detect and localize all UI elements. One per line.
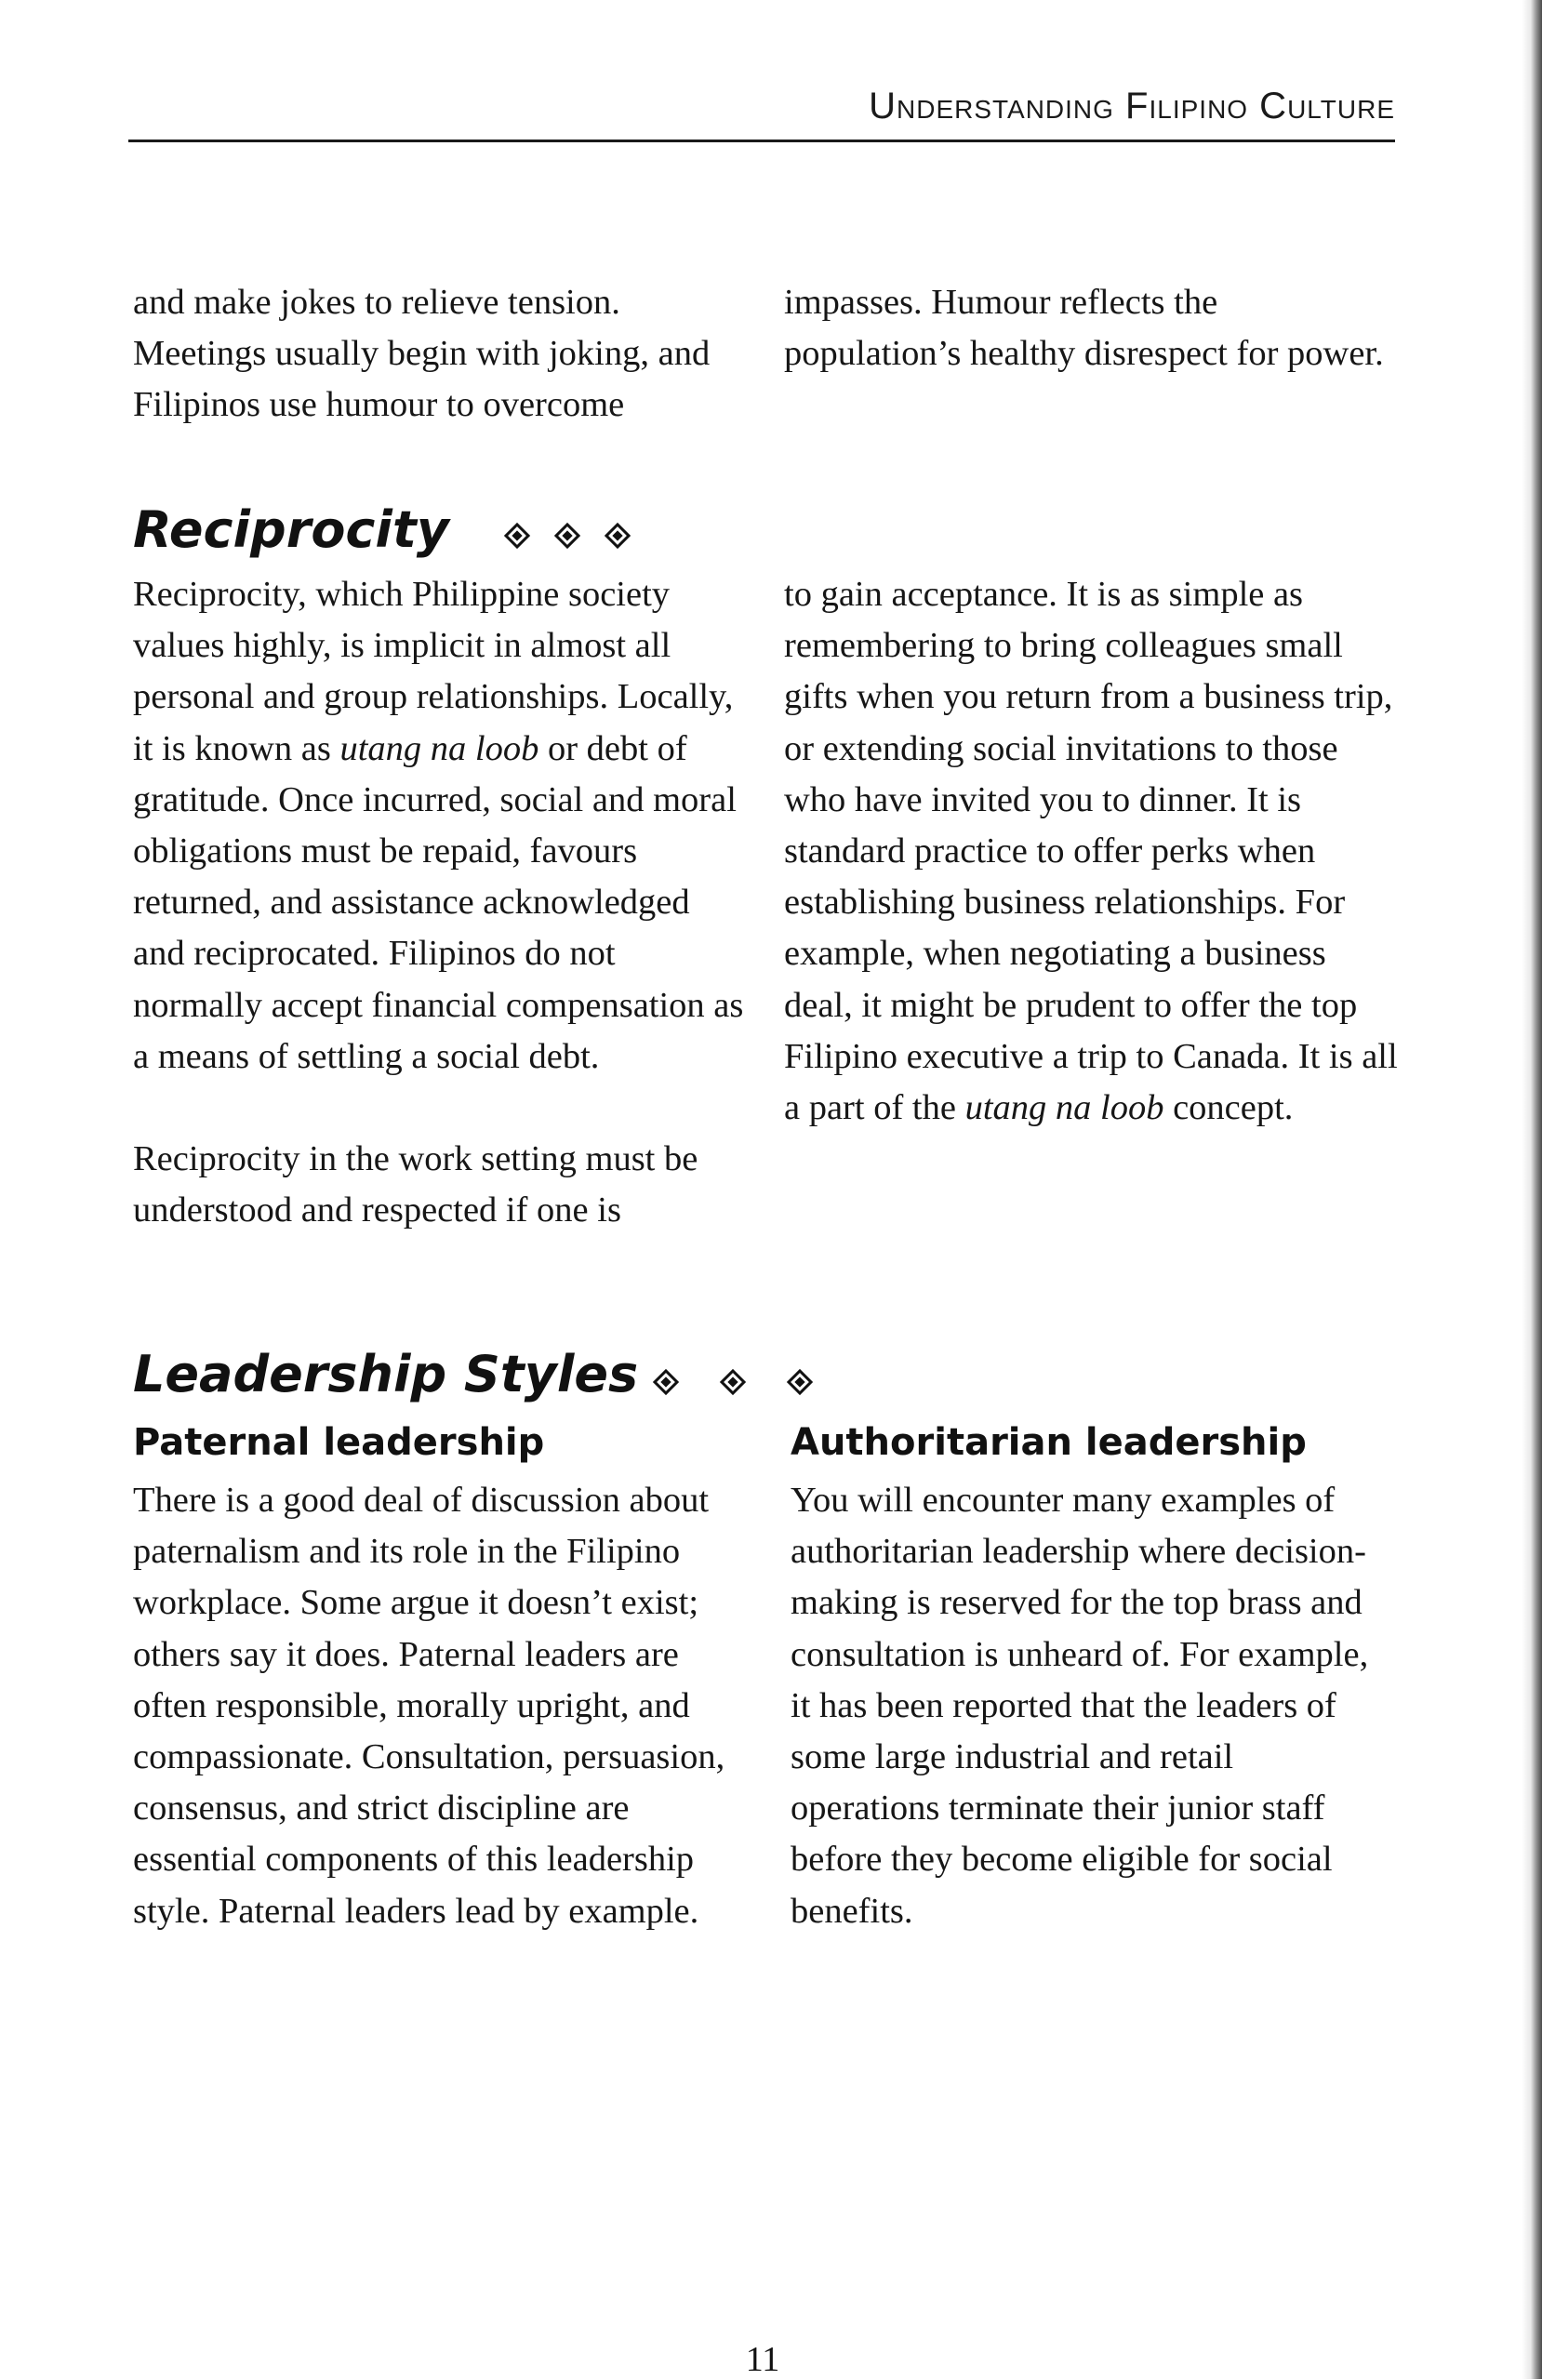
- intro-right-column: [784, 277, 1398, 379]
- reciprocity-title: Reciprocity: [133, 500, 449, 559]
- reciprocity-paragraph-2: Reciprocity in the work setting must be understood and respected if one is: [133, 1139, 698, 1230]
- intro-left-text: and make jokes to relieve tension. Meetings usually begin with joking, and Filipinos use humour to overcome: [133, 283, 711, 425]
- intro-left-column: [133, 277, 747, 432]
- term-utang-na-loob: utang na loob: [339, 728, 539, 768]
- diamond-ornament-icon: [554, 523, 580, 549]
- paternal-leadership-heading: Paternal leadership: [133, 1421, 545, 1464]
- reciprocity-left-column: [133, 569, 747, 1236]
- paternal-leadership-column: [133, 1475, 747, 1937]
- page-edge-shadow: [1522, 0, 1542, 2379]
- authoritarian-leadership-column: [791, 1475, 1390, 1937]
- diamond-ornament-icon: [653, 1369, 679, 1395]
- reciprocity-paragraph-3: to gain acceptance. It is as simple as remembering to bring colleagues small gifts when you return from a business trip, or extending social invitations to those who have invited you to dinner. It is standard practice to offer perks when establishing business relationships. For example, when negotiating a business deal, it might be prudent to offer the top Filipino executive a trip to Canada. It is all a part of the utang na loob concept.: [784, 575, 1398, 1128]
- page-number: 11: [745, 2340, 780, 2379]
- diamond-ornament-icon: [787, 1369, 813, 1395]
- running-head: Understanding Filipino Culture: [869, 86, 1395, 126]
- authoritarian-leadership-heading: Authoritarian leadership: [791, 1421, 1307, 1464]
- header-rule: [128, 140, 1395, 142]
- diamond-ornament-icon: [605, 523, 631, 549]
- diamond-ornament-icon: [504, 523, 530, 549]
- reciprocity-right-column: [784, 569, 1398, 1134]
- leadership-styles-title: Leadership Styles: [133, 1345, 639, 1403]
- paternal-leadership-text: There is a good deal of discussion about paternalism and its role in the Filipino workplace. Some argue it doesn’t exist; others say it does. Paternal leaders are often responsible, morally upright, and compassionate. Consultation, persuasion, consensus, and strict discipline are essential components of this leadership style. Paternal leaders lead by example.: [133, 1481, 725, 1931]
- term-utang-na-loob: utang na loob: [964, 1088, 1164, 1128]
- reciprocity-paragraph-1: Reciprocity, which Philippine society values highly, is implicit in almost all personal and group relationships. Locally, it is known as utang na loob or debt of gratitude. Once incurred, social and moral obligations must be repaid, favours returned, and assistance acknowledged and reciprocated. Filipinos do not normally accept financial compensation as a means of settling a social debt.: [133, 575, 744, 1076]
- diamond-ornament-icon: [720, 1369, 746, 1395]
- intro-right-text: impasses. Humour reflects the population’s healthy disrespect for power.: [784, 283, 1384, 374]
- authoritarian-leadership-text: You will encounter many examples of authoritarian leadership where decision-making is reserved for the top brass and consultation is unheard of. For example, it has been reported that the leaders of some large industrial and retail operations terminate their junior staff before they become eligible for social benefits.: [791, 1481, 1369, 1931]
